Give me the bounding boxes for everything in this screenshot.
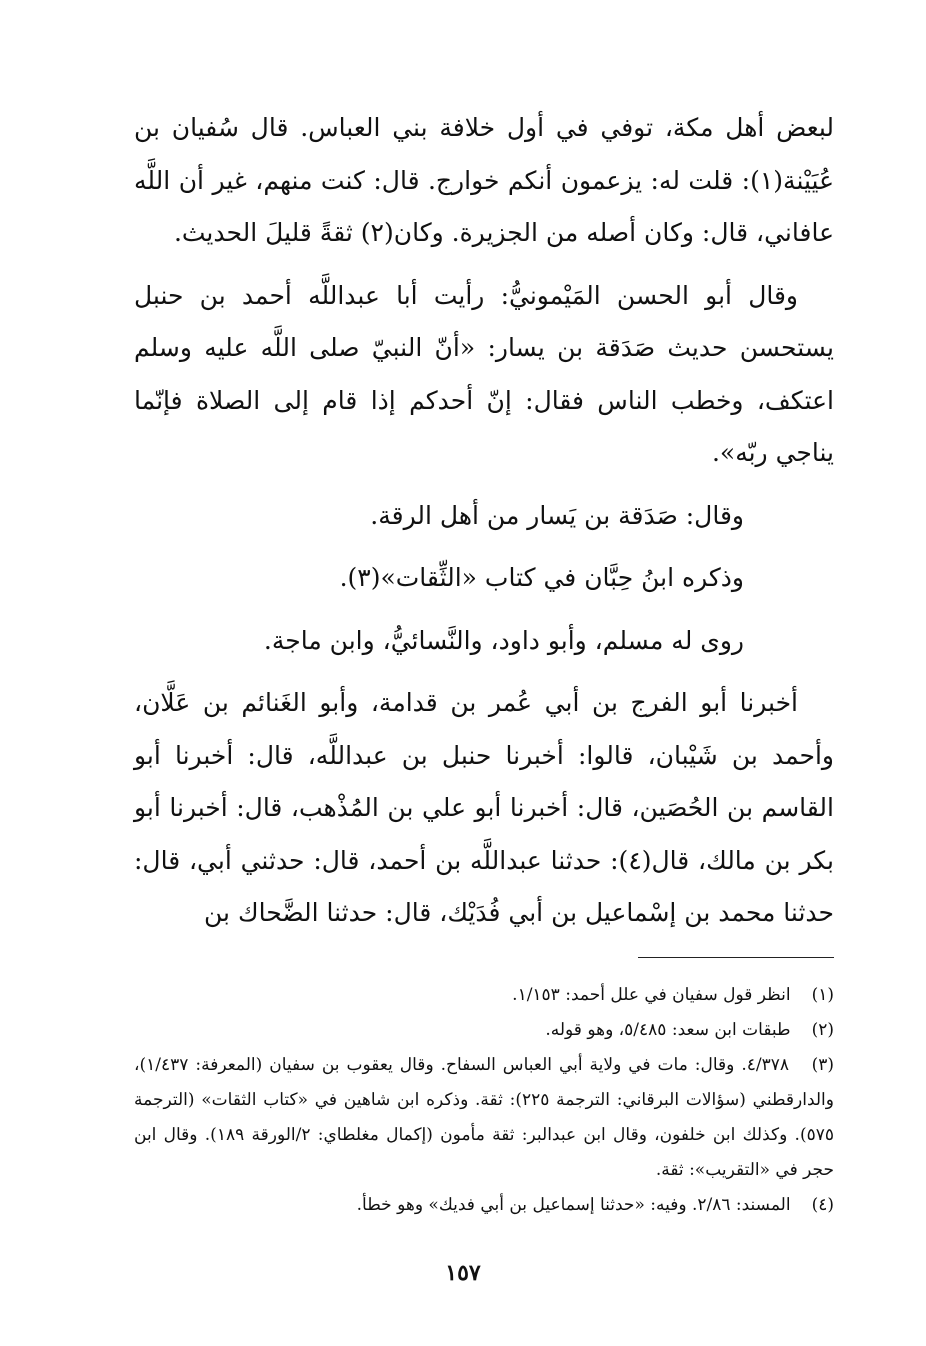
footnote-text: ٤/٣٧٨. وقال: مات في ولاية أبي العباس السفاح. وقال يعقوب بن سفيان (المعرفة: ١/٤٣٧)، والدارقطني (سؤالات البرقاني: الترجمة ٢٢٥): ثقة. وذكره ابن شاهين في «كتاب الثقات» (الترجمة ٥٧٥). وكذلك ابن خلفون، وقال ابن عبدالبر: ثقة مأمون (إكمال مغلطاي: ٢/الورقة ١٨٩). وقال ابن حجر في «التقريب»: ثقة.	[134, 1055, 834, 1180]
page-number: ١٥٧	[445, 1260, 481, 1286]
paragraph-4: وذكره ابنُ حِبَّان في كتاب «الثِّقات»(٣).	[339, 563, 744, 592]
footnote-number: (٢)	[811, 1020, 834, 1040]
main-text	[134, 102, 834, 940]
footnote-number: (١)	[811, 985, 834, 1005]
footnote-text: انظر قول سفيان في علل أحمد: ١/١٥٣.	[512, 985, 791, 1005]
footnote-1	[134, 978, 834, 1013]
footnote-divider	[638, 957, 834, 958]
paragraph-2: وقال أبو الحسن المَيْمونيُّ: رأيت أبا عبداللَّه أحمد بن حنبل يستحسن حديث صَدَقة بن يسار: «أنّ النبيّ صلى اللَّه عليه وسلم اعتكف، وخطب الناس فقال: إنّ أحدكم إذا قام إلى الصلاة فإنّما يناجي ربّه».	[134, 280, 834, 467]
footnote-4	[134, 1188, 834, 1223]
paragraph-1: لبعض أهل مكة، توفي في أول خلافة بني العباس. قال سُفيان بن عُيَيْنة(١): قلت له: يزعمون أنكم خوارج. قال: كنت منهم، غير أن اللَّه عافاني، قال: وكان أصله من الجزيرة. وكان(٢) ثقةً قليلَ الحديث.	[134, 113, 834, 247]
footnote-3	[134, 1048, 834, 1188]
paragraph-3: وقال: صَدَقة بن يَسار من أهل الرقة.	[370, 500, 744, 530]
footnote-text: طبقات ابن سعد: ٥/٤٨٥، وهو قوله.	[545, 1020, 791, 1040]
footnote-number: (٤)	[811, 1195, 834, 1215]
paragraph-5: روى له مسلم، وأبو داود، والنَّسائيُّ، وابن ماجة.	[263, 625, 744, 655]
footnote-2	[134, 1013, 834, 1048]
footnote-number: (٣)	[811, 1055, 835, 1075]
footnotes	[134, 978, 834, 1223]
paragraph-6: أخبرنا أبو الفرج بن أبي عُمر بن قدامة، وأبو الغَنائم بن عَلَّان، وأحمد بن شَيْبان، قالوا: أخبرنا حنبل بن عبداللَّه، قال: أخبرنا أبو القاسم بن الحُصَين، قال: أخبرنا أبو علي بن المُذْهب، قال: أخبرنا أبو بكر بن مالك، قال(٤): حدثنا عبداللَّه بن أحمد، قال: حدثني أبي، قال: حدثنا محمد بن إسْماعيل بن أبي فُدَيْك، قال: حدثنا الضَّحاك بن	[134, 688, 834, 927]
footnote-text: المسند: ٢/٨٦. وفيه: «حدثنا إسماعيل بن أبي فديك» وهو خطأ.	[356, 1195, 791, 1215]
